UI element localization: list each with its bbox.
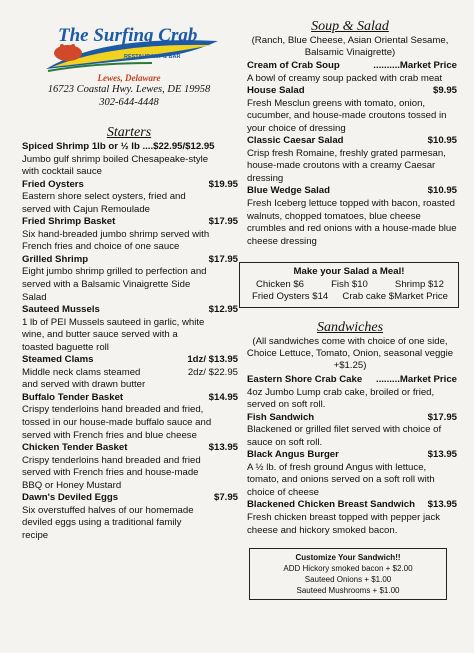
soup-salad-text: dressing <box>247 172 284 184</box>
item-price: $17.95 <box>427 411 457 423</box>
soup-salad-list <box>247 60 457 248</box>
sandwich-intro-line-2: Choice Lettuce, Tomato, Onion, seasonal veggie <box>246 348 454 359</box>
soup-salad-text: cheese dressing <box>247 235 317 247</box>
starter-title <box>22 392 238 405</box>
customize-option: Sauteed Onions + $1.00 <box>304 575 392 584</box>
address: 16723 Coastal Hwy. Lewes, DE 19958 <box>47 84 211 95</box>
starter-text: tossed in our house-made buffalo sauce and <box>22 417 212 429</box>
item-name: Middle neck clams steamed <box>22 366 141 378</box>
meal-option: Fish $10 <box>331 278 368 290</box>
customize-title: Customize Your Sandwich!! <box>295 553 401 562</box>
salad-meal-box <box>239 262 459 308</box>
soup-salad-text: house-made croutons with a creamy Caesar <box>247 160 436 172</box>
item-price: .........Market Price <box>375 374 457 385</box>
starter-text: with cocktail sauce <box>22 166 102 178</box>
sandwich-text: sauce on soft roll. <box>247 436 323 448</box>
starter-text: recipe <box>22 529 49 541</box>
soup-salad-title <box>247 135 457 148</box>
sandwich-text: served on soft roll. <box>247 399 326 411</box>
sandwich-intro-line-1: (All sandwiches come with choice of one side, <box>252 336 448 347</box>
starter-title <box>22 179 238 192</box>
item-name: Blue Wedge Salad <box>247 185 330 197</box>
starter-title <box>22 492 238 505</box>
customize-option: ADD Hickory smoked bacon + $2.00 <box>283 564 413 573</box>
starter-text: served with Cajun Remoulade <box>22 203 150 215</box>
soup-salad-title <box>247 85 457 98</box>
starter-text: BBQ or Honey Mustard <box>22 479 122 491</box>
item-price: $13.95 <box>208 442 238 454</box>
item-name: Cream of Crab Soup <box>247 60 340 71</box>
dressing-options-line-2: Balsamic Vinaigrette) <box>304 47 396 58</box>
item-name: Grilled Shrimp <box>22 253 89 265</box>
item-name: Dawn's Deviled Eggs <box>22 492 119 504</box>
item-name: Classic Caesar Salad <box>247 135 344 147</box>
starter-text: Eastern shore select oysters, fried and <box>22 191 186 203</box>
item-name: House Salad <box>247 85 305 97</box>
location: Lewes, Delaware <box>97 73 161 83</box>
starter-text: Six hand-breaded jumbo shrimp served with <box>22 228 210 240</box>
starter-text: Spiced Shrimp 1lb or ½ lb ....$22.95/$12.95 <box>22 141 215 152</box>
meal-option: Crab cake $Market Price <box>342 291 448 303</box>
soup-salad-text: walnuts, chopped tomatoes, blue cheese <box>247 210 421 222</box>
salad-meal-row-1 <box>240 279 458 292</box>
sandwich-intro-line-3: +$1.25) <box>333 360 367 371</box>
starter-title <box>22 254 238 267</box>
soup-salad-title <box>247 60 457 73</box>
meal-option: Chicken $6 <box>256 278 304 290</box>
logo-text: The Surfing Crab <box>58 25 198 46</box>
starter-title <box>22 304 238 317</box>
soup-salad-heading: Soup & Salad <box>311 19 389 34</box>
dressing-options-line-1: (Ranch, Blue Cheese, Asian Oriental Sesame, <box>251 35 449 46</box>
sandwich-title <box>247 499 457 512</box>
item-name: Buffalo Tender Basket <box>22 391 124 403</box>
soup-salad-text: Fresh Iceberg lettuce topped with bacon, roasted <box>247 198 455 210</box>
item-name: Fish Sandwich <box>247 411 315 423</box>
starter-text: Salad <box>22 291 47 303</box>
item-name: Fried Oysters <box>22 178 84 190</box>
starter-text: Crispy tenderloins hand breaded and fried, <box>22 404 204 416</box>
item-price: $13.95 <box>427 449 457 461</box>
salad-meal-title: Make your Salad a Meal! <box>293 266 405 277</box>
sandwich-text: Fresh chicken breast topped with pepper jack <box>247 512 441 524</box>
customize-option: Sauteed Mushrooms + $1.00 <box>296 586 400 595</box>
item-price: $12.95 <box>208 304 238 316</box>
customize-box <box>249 548 447 600</box>
starter-text: wine, and butter sauce served with a <box>22 329 178 341</box>
item-price: $9.95 <box>432 85 457 97</box>
item-price: $17.95 <box>208 216 238 228</box>
starter-text: Jumbo gulf shrimp boiled Chesapeake-style <box>22 153 209 165</box>
starters-heading: Starters <box>106 125 152 140</box>
starter-text: 1 lb of PEI Mussels sauteed in garlic, white <box>22 316 205 328</box>
soup-salad-text: crumbles and red onions with a house-made blue <box>247 223 457 235</box>
sandwiches-heading: Sandwiches <box>316 320 384 335</box>
starter-title <box>22 367 238 380</box>
item-price: $13.95 <box>427 499 457 511</box>
item-price: $10.95 <box>427 185 457 197</box>
starters-list <box>22 141 238 543</box>
soup-salad-text: Fresh Mesclun greens with tomato, onion, <box>247 97 426 109</box>
item-name: Steamed Clams <box>22 354 94 366</box>
sandwich-text: choice of cheese <box>247 486 319 498</box>
item-price: $7.95 <box>213 492 238 504</box>
sandwich-title <box>247 412 457 425</box>
item-name: Blackened Chicken Breast Sandwich <box>247 499 415 511</box>
starter-text: and served with drawn butter <box>22 379 146 391</box>
sandwich-text: A ½ lb. of fresh ground Angus with lettuce, <box>247 461 427 473</box>
soup-salad-text: your choice of dressing <box>247 122 346 134</box>
item-name: Chicken Tender Basket <box>22 442 128 454</box>
soup-salad-text: Crisp fresh Romaine, freshly grated parmesan, <box>247 147 446 159</box>
starter-text: deviled eggs using a traditional family <box>22 517 182 529</box>
sandwich-list <box>247 374 457 537</box>
sandwich-text: tomato, and onions served on a soft roll with <box>247 474 435 486</box>
starter-text: French fries and choice of one sauce <box>22 241 180 253</box>
item-name: Black Angus Burger <box>247 449 339 461</box>
starter-title <box>22 354 238 367</box>
starter-text: served with a Balsamic Vinaigrette Side <box>22 279 191 291</box>
starter-text: served with French fries and blue cheese <box>22 429 197 441</box>
item-price: 1dz/ $13.95 <box>187 354 238 366</box>
item-price: $10.95 <box>427 135 457 147</box>
starter-title <box>22 216 238 229</box>
soup-salad-title <box>247 185 457 198</box>
sandwich-text: Blackened or grilled filet served with choice of <box>247 424 442 436</box>
starter-text: served with French fries and house-made <box>22 467 199 479</box>
logo-subtitle: RESTAURANT & BAR <box>124 54 181 60</box>
starter-text: Crispy tenderloins hand breaded and fried <box>22 454 201 466</box>
soup-salad-text: A bowl of creamy soup packed with crab meat <box>247 72 443 84</box>
meal-option: Fried Oysters $14 <box>252 291 329 303</box>
item-price: $17.95 <box>208 253 238 265</box>
starter-text: Eight jumbo shrimp grilled to perfection and <box>22 266 207 278</box>
starter-text: Six overstuffed halves of our homemade <box>22 504 194 516</box>
sandwich-title <box>247 374 457 387</box>
item-price: ..........Market Price <box>373 60 457 71</box>
item-price: $14.95 <box>208 391 238 403</box>
item-price: $19.95 <box>208 178 238 190</box>
phone: 302-644-4448 <box>99 97 159 108</box>
salad-meal-row-2 <box>240 291 458 304</box>
sandwich-text: 4oz Jumbo Lump crab cake, broiled or fried, <box>247 386 435 398</box>
item-name: Sauteed Mussels <box>22 304 100 316</box>
item-name: Eastern Shore Crab Cake <box>247 374 363 385</box>
starter-title <box>22 442 238 455</box>
sandwich-title <box>247 449 457 462</box>
item-name: Fried Shrimp Basket <box>22 216 116 228</box>
item-price: 2dz/ $22.95 <box>187 366 238 378</box>
starter-text: toasted baguette roll <box>22 341 109 353</box>
meal-option: Shrimp $12 <box>394 278 444 290</box>
sandwich-text: cheese and hickory smoked bacon. <box>247 524 398 536</box>
soup-salad-text: cucumber, and house-made croutons tossed in <box>247 110 447 122</box>
